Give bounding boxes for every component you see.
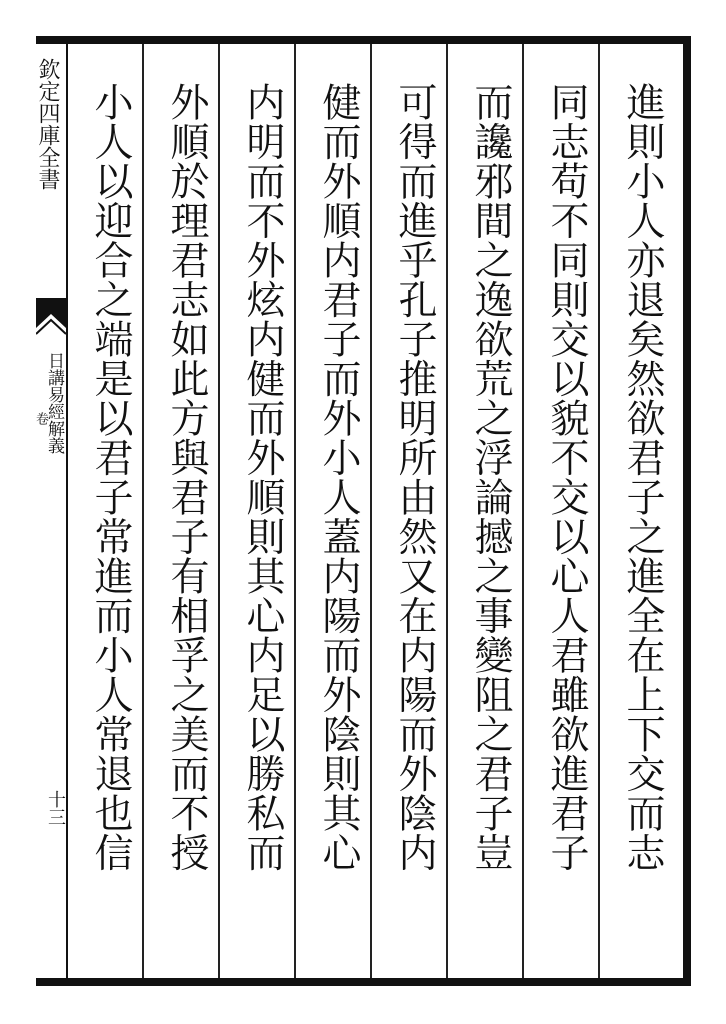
column-divider [522,44,524,978]
frame-top-border [36,36,690,44]
text-column-5: 健而外順内君子而外小人蓋内陽而外陰則其心 [316,82,361,872]
text-column-4: 可得而進乎孔子推明所由然又在内陽而外陰内 [392,82,437,872]
text-column-7: 外順於理君志如此方與君子有相孚之美而不授 [164,82,209,872]
column-divider [218,44,220,978]
frame-bottom-border [36,978,690,986]
column-divider [446,44,448,978]
text-column-3: 而讒邪間之逸欲荒之浮論撼之事變阻之君子豈 [468,82,513,872]
column-divider [370,44,372,978]
column-divider [598,44,600,978]
column-divider [142,44,144,978]
frame-right-border [683,36,691,986]
text-column-6: 内明而不外炫内健而外順則其心内足以勝私而 [240,82,285,872]
text-column-2: 同志苟不同則交以貌不交以心人君雖欲進君子 [544,82,589,872]
margin-book-title: 欽定四庫全書 [35,58,60,190]
margin-divider [66,44,68,978]
column-divider [294,44,296,978]
margin-section-title: 日講易經解義 [44,352,64,454]
fishtail-mark-icon [36,298,66,342]
text-column-8: 小人以迎合之端是以君子常進而小人常退也信 [88,82,133,872]
text-column-1: 進則小人亦退矣然欲君子之進全在上下交而志 [620,82,665,872]
margin-juan-label: 卷 [33,412,48,425]
margin-page-number: 十三 [45,790,66,826]
